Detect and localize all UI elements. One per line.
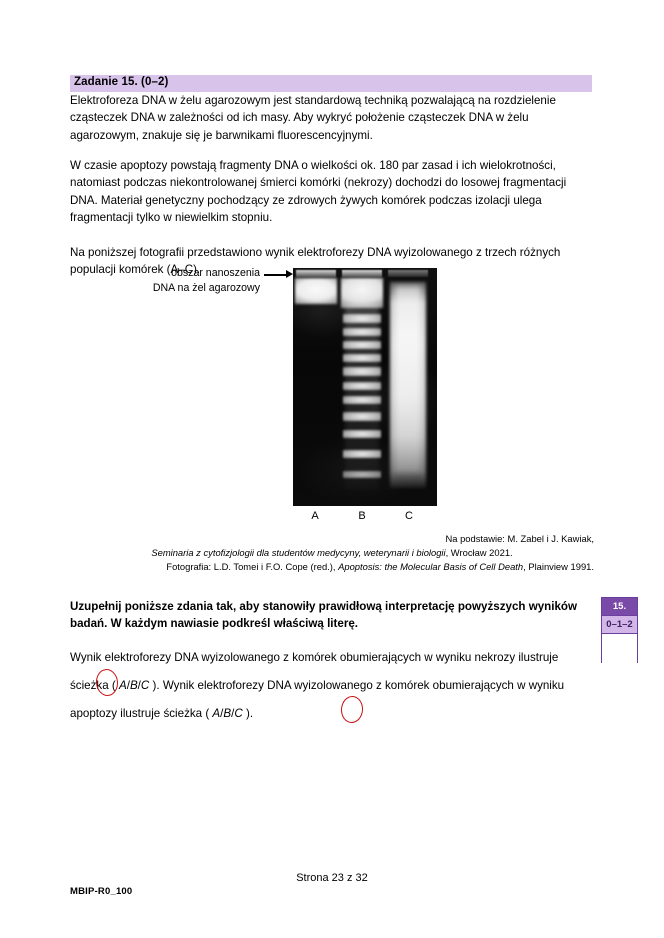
photo-credit-prefix: Fotografia: L.D. Tomei i F.O. Cope (red.), [166, 561, 339, 572]
gel-lane-a [295, 268, 337, 506]
score-box-task-number: 15. [602, 598, 637, 616]
footer-page-number: Strona 23 z 32 [296, 872, 368, 884]
answer-sentence-1-suffix: ). [149, 679, 163, 692]
choice-1-option-c[interactable]: C [140, 679, 150, 692]
score-box-entry-field[interactable] [602, 634, 637, 664]
source-line-2 [70, 546, 594, 560]
task-paragraph-2: W czasie apoptozy powstają fragmenty DNA o wielkości ok. 180 par zasad i ich wielokrotności, natomiast podczas niekontrolowanej śmierci komórki (nekrozy) dochodzi do losowej fragmentacji DNA. Materiał genetyczny pochodzący ze zdrowych żywych komórek podczas izolacji ulega fragmentacji tylko w niewielkim stopniu. [70, 159, 567, 225]
choice-1-option-b[interactable]: B [129, 679, 138, 692]
score-box [601, 597, 638, 663]
answer-sentence-2-prefix: Wynik elektroforezy DNA wyizolowanego z komórek obumierających w wyniku apoptozy ilustruje ścieżka ( [70, 679, 565, 720]
task-paragraph-1: Elektroforeza DNA w żelu agarozowym jest standardową techniką pozwalającą na rozdzielenie cząsteczek DNA w zależności od ich masy. Aby wykryć położenie cząsteczek DNA w żelu agarozowym, znakuje się je barwnikami fluorescencyjnymi. [70, 94, 556, 142]
source-line-1: Na podstawie: M. Zabel i J. Kawiak, [445, 533, 594, 544]
lane-b-ladder-band [343, 328, 381, 336]
gel-lane-labels [293, 510, 437, 524]
choice-2-option-b[interactable]: B [223, 707, 232, 720]
task-number-label: Zadanie 15. (0–2) [74, 76, 169, 88]
task-paragraph-3: Na poniższej fotografii przedstawiono wynik elektroforezy DNA wyizolowanego z trzech różnych populacji komórek (A–C). [70, 246, 561, 277]
choice-group-2[interactable] [212, 707, 242, 720]
lane-b-ladder-band [343, 450, 381, 458]
lane-label-b: B [358, 510, 366, 522]
lane-b-ladder-band [343, 430, 381, 438]
lane-label-a: A [311, 510, 319, 522]
source-book-title-1: Seminaria z cytofizjologii dla studentów medycyny, weterynarii i biologii [151, 547, 446, 558]
annotation-arrow-line [264, 274, 288, 276]
lane-b-ladder-band [343, 354, 381, 362]
task-header-band [70, 75, 592, 92]
choice-2-sep-1: / [220, 707, 224, 720]
answer-sentence-1-prefix: Wynik elektroforezy DNA wyizolowanego z komórek obumierających w wyniku nekrozy ilustruje ścieżka ( [70, 651, 559, 692]
choice-1-sep-2: / [137, 679, 141, 692]
lane-a-band [295, 278, 337, 304]
gel-annotation-text [142, 266, 260, 296]
gel-photo [293, 268, 437, 506]
lane-b-ladder-band [343, 367, 381, 376]
answer-area [70, 644, 590, 728]
score-box-range: 0–1–2 [602, 616, 637, 634]
lane-b-ladder-band [343, 341, 381, 349]
lane-c-well [388, 270, 428, 277]
gel-lane-c [387, 268, 429, 506]
lane-b-ladder-band [343, 396, 381, 404]
source-book-place-1: , Wrocław 2021. [445, 547, 513, 558]
lane-a-well [296, 270, 336, 277]
choice-1-option-a[interactable]: A [118, 679, 127, 692]
choice-2-sep-2: / [231, 707, 235, 720]
choice-1-sep-1: / [126, 679, 130, 692]
lane-b-ladder-band [343, 382, 381, 390]
choice-2-option-a[interactable]: A [212, 707, 221, 720]
lane-b-ladder-band [343, 412, 381, 421]
footer-sheet-code: MBIP-R0_100 [70, 886, 133, 897]
gel-annotation-line-2: DNA na żel agarozowy [152, 282, 260, 294]
lane-b-ladder-band [343, 314, 381, 323]
source-book-place-2: , Plainview 1991. [523, 561, 594, 572]
lane-b-ladder-band [343, 471, 381, 478]
annotation-arrow-head-icon [286, 270, 293, 278]
source-book-title-2: Apoptosis: the Molecular Basis of Cell Death [338, 561, 524, 572]
lane-label-c: C [405, 510, 413, 522]
lane-c-smear-core [395, 286, 421, 472]
lane-b-well [342, 270, 382, 277]
choice-2-option-c[interactable]: C [234, 707, 243, 720]
answer-sentence-2-suffix: ). [242, 707, 254, 720]
gel-lane-b [341, 268, 383, 506]
source-line-3 [70, 560, 594, 574]
choice-group-1[interactable] [119, 679, 149, 692]
gel-annotation-line-1: obszar nanoszenia [171, 267, 260, 279]
task-instruction: Uzupełnij poniższe zdania tak, aby stanowiły prawidłową interpretację powyższych wyników badań. W każdym nawiasie podkreśl właściwą literę. [70, 600, 578, 631]
